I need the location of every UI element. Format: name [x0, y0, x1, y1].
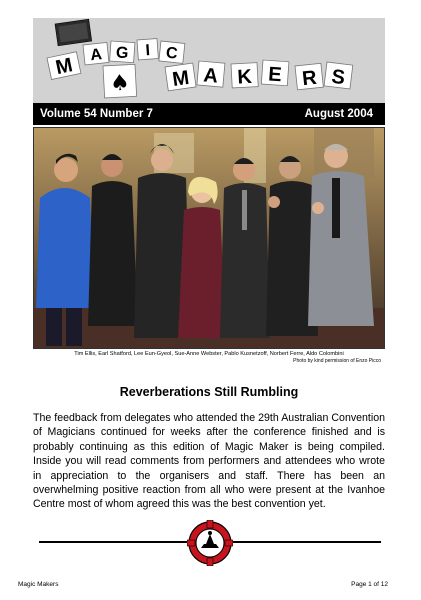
masthead [33, 18, 385, 103]
divider-right [233, 541, 381, 543]
photo-credit: Photo by kind permission of Enzo Picco [293, 358, 381, 364]
card-c [159, 41, 185, 63]
card-s [324, 62, 353, 90]
card-i [137, 39, 158, 60]
group-photo-illustration [34, 128, 384, 348]
card-a2 [197, 61, 225, 88]
letter-c: C [165, 44, 179, 63]
spade-icon: ♠ [109, 70, 131, 97]
spade-card [103, 64, 137, 98]
photo-caption: Tim Ellis, Earl Shatford, Lee Eun-Gyeol, Sue-Anne Webster, Pablo Kusnetzoff, Norbert Ferre, Aldo Colombini [74, 351, 344, 357]
card-e [261, 60, 289, 87]
card-k [231, 63, 258, 89]
article-body: The feedback from delegates who attended the 29th Australian Convention of Magicians continued for weeks after the conference finished and is probably continuing as this edition of Magic Maker is being compiled. Inside you will read comments from performers and attendees who wrote in appreciation to the organisers and staff. There has been an overwhelming positive reaction from all who were present at the Ivanhoe Centre most of whom agreed this was the best convention yet. [33, 412, 385, 511]
letter-e: E [267, 63, 283, 87]
card-m1 [47, 52, 81, 81]
makers-word [165, 60, 353, 92]
letter-r: R [301, 66, 318, 91]
card-r [295, 63, 323, 91]
volume-number: Volume 54 Number 7 [40, 108, 153, 120]
footer-page-number: Page 1 of 12 [351, 581, 388, 588]
article-headline: Reverberations Still Rumbling [119, 385, 299, 399]
letter-i: I [144, 42, 151, 60]
footer-publication: Magic Makers [18, 581, 59, 588]
divider-left [39, 541, 187, 543]
letter-m1: M [53, 54, 75, 80]
volume-bar [33, 103, 385, 125]
letter-s: S [330, 65, 347, 90]
card-m2 [165, 63, 196, 92]
masthead-cards [33, 18, 385, 103]
society-emblem-icon [187, 520, 233, 566]
letter-a2: A [202, 64, 219, 88]
letter-m2: M [171, 66, 191, 91]
card-g [110, 41, 135, 63]
letter-g: G [115, 44, 129, 63]
group-photo [33, 127, 385, 349]
issue-date: August 2004 [304, 108, 373, 120]
card-a1 [83, 42, 109, 64]
letter-a1: A [89, 46, 103, 65]
letter-k: K [236, 65, 253, 89]
